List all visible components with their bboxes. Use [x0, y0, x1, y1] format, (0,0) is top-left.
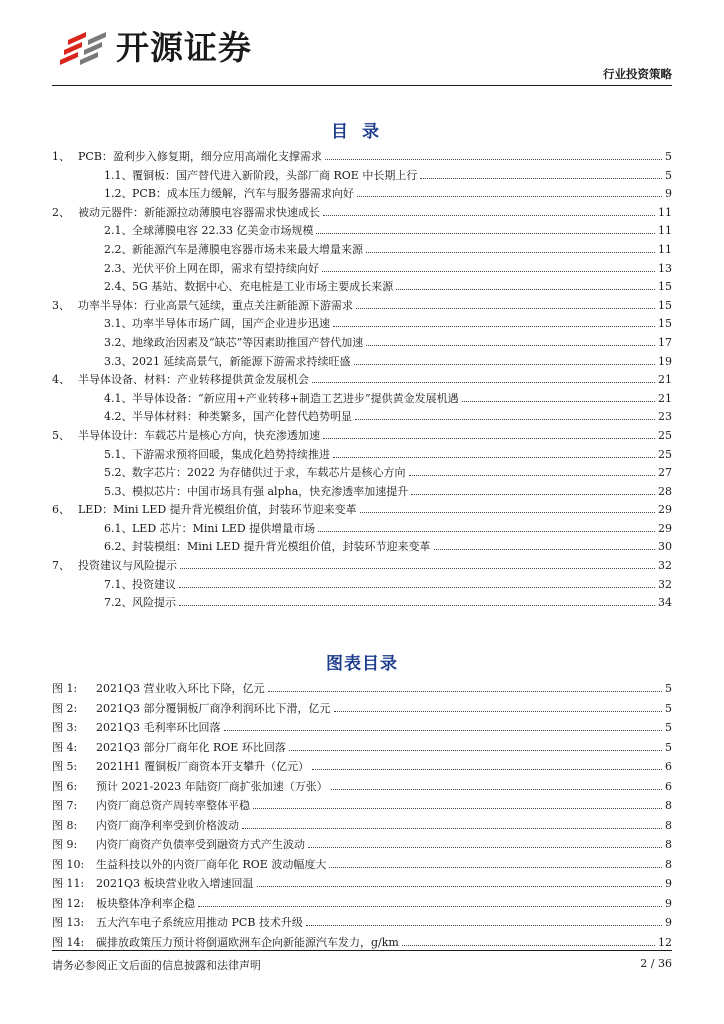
- toc-entry-number: 3.3、: [104, 354, 133, 368]
- toc-entry-number: 2.3、: [104, 261, 133, 275]
- toc-entry-page: 17: [658, 335, 672, 349]
- toc-entry-number: 2.2、: [104, 242, 133, 256]
- dot-leader: [318, 531, 655, 532]
- toc-entry[interactable]: [52, 315, 672, 334]
- toc-entry-page: 25: [658, 428, 672, 442]
- toc-entry-number: 3.2、: [104, 335, 133, 349]
- toc-entry-page: 27: [658, 466, 672, 480]
- dot-leader: [366, 252, 655, 253]
- dot-leader: [355, 419, 655, 420]
- toc-entry[interactable]: [52, 483, 672, 502]
- dot-leader: [323, 438, 655, 439]
- header-divider: [52, 85, 672, 86]
- figure-entry-title: 碳排放政策压力预计将倒逼欧洲车企向新能源汽车发力，g/km: [96, 935, 399, 949]
- figure-entry[interactable]: [52, 817, 672, 837]
- figure-entry-number: 图 3:: [52, 721, 78, 734]
- dot-leader: [334, 711, 662, 712]
- toc-entry-number: 2.4、: [104, 280, 133, 294]
- figure-entry-page: 9: [665, 896, 672, 910]
- toc-entry-number: 6、: [52, 503, 70, 517]
- toc-entry[interactable]: [52, 260, 672, 279]
- dot-leader: [253, 808, 662, 809]
- dot-leader: [312, 382, 655, 383]
- toc-entry-page: 23: [658, 410, 672, 424]
- figure-entry-page: 9: [665, 877, 672, 890]
- footer-divider: [52, 950, 672, 951]
- figure-entry-page: 8: [665, 799, 672, 812]
- figure-entry-number: 图 14:: [52, 935, 85, 949]
- dot-leader: [242, 828, 662, 829]
- toc-entry-title: 功率半导体市场广阔，国产企业进步迅速: [132, 317, 330, 331]
- toc-entry[interactable]: [52, 222, 672, 241]
- logo-text: 开源证券: [116, 28, 252, 67]
- figure-entry-page: 8: [665, 857, 672, 871]
- toc-entry-number: 6.1、: [104, 521, 133, 535]
- toc-entry[interactable]: [52, 185, 672, 204]
- toc-entry-number: 1.2、: [104, 187, 133, 201]
- toc-entry-page: 9: [665, 187, 672, 201]
- dot-leader: [360, 512, 655, 513]
- figure-entry[interactable]: [52, 700, 672, 720]
- toc-entry-title: 地缘政治因素及“缺芯”等因素助推国产替代加速: [132, 335, 364, 349]
- figure-entry-title: 2021Q3 毛利率环比回落: [96, 721, 221, 734]
- figure-entry-number: 图 10:: [52, 857, 85, 871]
- figure-entry-page: 9: [665, 916, 672, 929]
- dot-leader: [323, 215, 655, 216]
- dot-leader: [224, 730, 662, 731]
- toc-entry-page: 11: [658, 205, 672, 219]
- toc-entry-page: 11: [658, 242, 672, 256]
- figure-entry-title: 2021Q3 营业收入环比下降，亿元: [96, 682, 265, 695]
- figure-entry-page: 5: [665, 682, 672, 695]
- toc-entry-number: 5.2、: [104, 466, 133, 480]
- toc-entry-title: PCB：成本压力缓解，汽车与服务器需求向好: [132, 187, 354, 201]
- toc-entry-title: 投资建议: [132, 577, 176, 591]
- figure-entry[interactable]: [52, 680, 672, 700]
- dot-leader: [316, 233, 655, 234]
- toc-entry-title: 功率半导体：行业高景气延续，重点关注新能源下游需求: [78, 298, 353, 312]
- toc-title: 目录: [331, 122, 393, 142]
- dot-leader: [462, 401, 655, 402]
- toc-entry-page: 29: [658, 503, 672, 517]
- toc-entry[interactable]: [52, 241, 672, 260]
- toc-entry-number: 7、: [52, 559, 70, 573]
- toc-entry-title: 全球薄膜电容 22.33 亿美金市场规模: [132, 224, 314, 238]
- toc-entry[interactable]: [52, 520, 672, 539]
- figure-entry-number: 图 8:: [52, 818, 78, 832]
- dot-leader: [308, 847, 662, 848]
- toc-entry-number: 1.1、: [104, 168, 133, 182]
- toc-entry-page: 25: [658, 447, 672, 461]
- figure-entry[interactable]: [52, 758, 672, 778]
- figure-entry-number: 图 1:: [52, 682, 78, 695]
- dot-leader: [306, 925, 662, 926]
- toc-entry-title: PCB：盈利步入修复期，细分应用高端化支撑需求: [78, 150, 322, 163]
- dot-leader: [179, 587, 655, 588]
- toc-entry[interactable]: [52, 390, 672, 409]
- toc-entry[interactable]: [52, 167, 672, 186]
- footer-disclaimer: 请务必参阅正文后面的信息披露和法律声明: [52, 959, 261, 972]
- figure-entry-title: 预计 2021-2023 年陆资厂商扩张加速（万张）: [96, 779, 328, 793]
- figures-title: 图表目录: [326, 654, 398, 674]
- toc-entry-page: 32: [658, 577, 672, 591]
- figure-entry-number: 图 9:: [52, 838, 78, 851]
- toc-entry[interactable]: [52, 353, 672, 372]
- figure-entry-title: 生益科技以外的内资厂商年化 ROE 波动幅度大: [96, 857, 327, 871]
- toc-entry-number: 2.1、: [104, 224, 133, 238]
- figure-entry-page: 8: [665, 838, 672, 851]
- toc-entry-title: 封装模组：Mini LED 提升背光模组价值，封装环节迎来变革: [132, 540, 431, 554]
- toc-entry-title: 光伏平价上网在即，需求有望持续向好: [132, 261, 319, 275]
- toc-entry-page: 15: [658, 298, 672, 312]
- toc-entry[interactable]: [52, 446, 672, 465]
- figure-entry[interactable]: [52, 739, 672, 759]
- toc-entry[interactable]: [52, 148, 672, 167]
- dot-leader: [420, 178, 662, 179]
- toc-entry[interactable]: [52, 297, 672, 316]
- dot-leader: [180, 568, 655, 569]
- figure-entry[interactable]: [52, 895, 672, 915]
- toc-entry-page: 15: [658, 280, 672, 294]
- figure-entry-number: 图 11:: [52, 877, 85, 890]
- toc-entry-number: 5.3、: [104, 484, 133, 498]
- toc-entry[interactable]: [52, 204, 672, 223]
- figure-entry-title: 内资厂商总资产周转率整体平稳: [96, 799, 250, 812]
- figure-entry-page: 12: [658, 935, 672, 949]
- dot-leader: [329, 867, 662, 868]
- figure-entry-number: 图 13:: [52, 916, 85, 929]
- toc-entry-number: 5、: [52, 428, 70, 442]
- toc-entry-number: 3、: [52, 298, 70, 312]
- figure-entry-title: 2021Q3 部分覆铜板厂商净利润环比下滑，亿元: [96, 701, 331, 715]
- page-header: [0, 0, 724, 92]
- toc-entry-title: 被动元器件：新能源拉动薄膜电容器需求快速成长: [78, 205, 320, 219]
- toc-entry[interactable]: [52, 408, 672, 427]
- dot-leader: [268, 691, 662, 692]
- toc-entry-number: 4.1、: [104, 391, 133, 405]
- toc-entry-title: 2021 延续高景气，新能源下游需求持续旺盛: [132, 354, 351, 368]
- figure-entry-title: 2021Q3 部分厂商年化 ROE 环比回落: [96, 740, 286, 754]
- dot-leader: [322, 271, 655, 272]
- dot-leader: [333, 457, 655, 458]
- figure-entry[interactable]: [52, 836, 672, 856]
- figure-entry-number: 图 6:: [52, 779, 78, 793]
- company-logo: [58, 22, 252, 69]
- toc-entry-title: 半导体设计：车载芯片是核心方向，快充渗透加速: [78, 428, 320, 442]
- toc-entry[interactable]: [52, 557, 672, 576]
- figure-entry[interactable]: [52, 875, 672, 895]
- dot-leader: [434, 549, 655, 550]
- toc-entry-number: 7.1、: [104, 577, 133, 591]
- toc-entry-title: LED：Mini LED 提升背光模组价值，封装环节迎来变革: [78, 503, 357, 517]
- toc-entry-title: 模拟芯片：中国市场具有强 alpha，快充渗透率加速提升: [132, 484, 409, 498]
- dot-leader: [396, 289, 655, 290]
- dot-leader: [331, 789, 662, 790]
- toc-entry-title: LED 芯片：Mini LED 提供增量市场: [132, 521, 316, 535]
- toc-entry-page: 28: [658, 484, 672, 498]
- dot-leader: [354, 364, 656, 365]
- toc-entry-page: 29: [658, 521, 672, 535]
- toc-entry-number: 2、: [52, 205, 70, 219]
- toc-entry-title: 半导体设备：“新应用+产业转移+制造工艺进步”提供黄金发展机遇: [132, 391, 459, 405]
- dot-leader: [198, 906, 662, 907]
- dot-leader: [409, 475, 656, 476]
- dot-leader: [333, 326, 655, 327]
- toc-entry-number: 7.2、: [104, 596, 133, 610]
- toc-entry-title: 下游需求预将回暖，集成化趋势持续推进: [132, 447, 330, 461]
- toc-entry[interactable]: [52, 538, 672, 557]
- toc-entry-number: 4、: [52, 373, 70, 387]
- toc-entry-number: 4.2、: [104, 410, 133, 424]
- dot-leader: [289, 750, 662, 751]
- toc-entry-title: 风险提示: [132, 596, 176, 610]
- figure-entry-title: 板块整体净利率企稳: [96, 896, 195, 910]
- toc-entry-page: 19: [658, 354, 672, 368]
- figure-entry[interactable]: [52, 856, 672, 876]
- toc-entry-title: 半导体设备、材料：产业转移提供黄金发展机会: [78, 373, 309, 387]
- figure-entry-number: 图 12:: [52, 896, 85, 910]
- dot-leader: [357, 196, 662, 197]
- toc-entry[interactable]: [52, 594, 672, 613]
- toc-entry-page: 13: [658, 261, 672, 275]
- figure-entry[interactable]: [52, 778, 672, 798]
- figure-entry-title: 2021Q3 板块营业收入增速回温: [96, 877, 254, 890]
- brand-logo-icon: [58, 26, 112, 66]
- toc-entry-page: 11: [658, 224, 672, 238]
- figure-entry-page: 5: [665, 721, 672, 734]
- figure-entry[interactable]: [52, 914, 672, 934]
- toc-entry-title: 5G 基站、数据中心、充电桩是工业市场主要成长来源: [132, 280, 394, 294]
- toc-entry-number: 6.2、: [104, 540, 133, 554]
- toc-entry-title: 半导体材料：种类繁多，国产化替代趋势明显: [132, 410, 352, 424]
- toc-entry[interactable]: [52, 371, 672, 390]
- figure-entry-page: 8: [665, 818, 672, 832]
- dot-leader: [356, 308, 655, 309]
- dot-leader: [257, 886, 662, 887]
- figure-entry-title: 五大汽车电子系统应用推动 PCB 技术升级: [96, 916, 303, 929]
- toc-entry[interactable]: [52, 576, 672, 595]
- toc-entry-title: 新能源汽车是薄膜电容器市场未来最大增量来源: [132, 242, 363, 256]
- figure-entry-title: 2021H1 覆铜板厂商资本开支攀升（亿元）: [96, 760, 310, 773]
- figure-entry-number: 图 7:: [52, 799, 78, 812]
- toc-entry-number: 3.1、: [104, 317, 133, 331]
- toc-entry-page: 5: [665, 168, 672, 182]
- table-of-contents: [52, 148, 672, 613]
- toc-entry[interactable]: [52, 278, 672, 297]
- dot-leader: [402, 945, 655, 946]
- toc-entry[interactable]: [52, 501, 672, 520]
- dot-leader: [325, 159, 662, 160]
- figure-entry-page: 6: [665, 760, 672, 773]
- toc-entry[interactable]: [52, 464, 672, 483]
- toc-entry[interactable]: [52, 334, 672, 353]
- figure-entry-page: 5: [665, 740, 672, 754]
- toc-entry-number: 1、: [52, 150, 70, 163]
- figure-entry-number: 图 2:: [52, 701, 78, 715]
- dot-leader: [312, 769, 662, 770]
- dot-leader: [366, 345, 655, 346]
- figure-entry-title: 内资厂商资产负债率受到融资方式产生波动: [96, 838, 305, 851]
- toc-entry-page: 32: [658, 559, 672, 573]
- toc-entry[interactable]: [52, 427, 672, 446]
- toc-entry-title: 数字芯片：2022 为存储供过于求，车载芯片是核心方向: [132, 466, 406, 480]
- page-number: 2 / 36: [640, 957, 672, 970]
- figure-entry-page: 5: [665, 701, 672, 715]
- toc-entry-page: 5: [665, 150, 672, 163]
- toc-entry-page: 21: [658, 373, 672, 387]
- figure-entry-number: 图 5:: [52, 760, 78, 773]
- toc-entry-page: 30: [658, 540, 672, 554]
- figure-entry[interactable]: [52, 719, 672, 739]
- figure-entry-title: 内资厂商净利率受到价格波动: [96, 818, 239, 832]
- toc-entry-page: 15: [658, 317, 672, 331]
- report-type-label: 行业投资策略: [603, 67, 672, 81]
- toc-entry-title: 覆铜板：国产替代进入新阶段，头部厂商 ROE 中长期上行: [132, 168, 418, 182]
- dot-leader: [179, 605, 655, 606]
- dot-leader: [411, 494, 655, 495]
- figure-entry-number: 图 4:: [52, 740, 78, 754]
- figure-list: [52, 680, 672, 953]
- figure-entry[interactable]: [52, 797, 672, 817]
- toc-entry-title: 投资建议与风险提示: [78, 559, 177, 573]
- toc-entry-number: 5.1、: [104, 447, 133, 461]
- toc-entry-page: 34: [658, 596, 672, 610]
- toc-entry-page: 21: [658, 391, 672, 405]
- figure-entry-page: 6: [665, 779, 672, 793]
